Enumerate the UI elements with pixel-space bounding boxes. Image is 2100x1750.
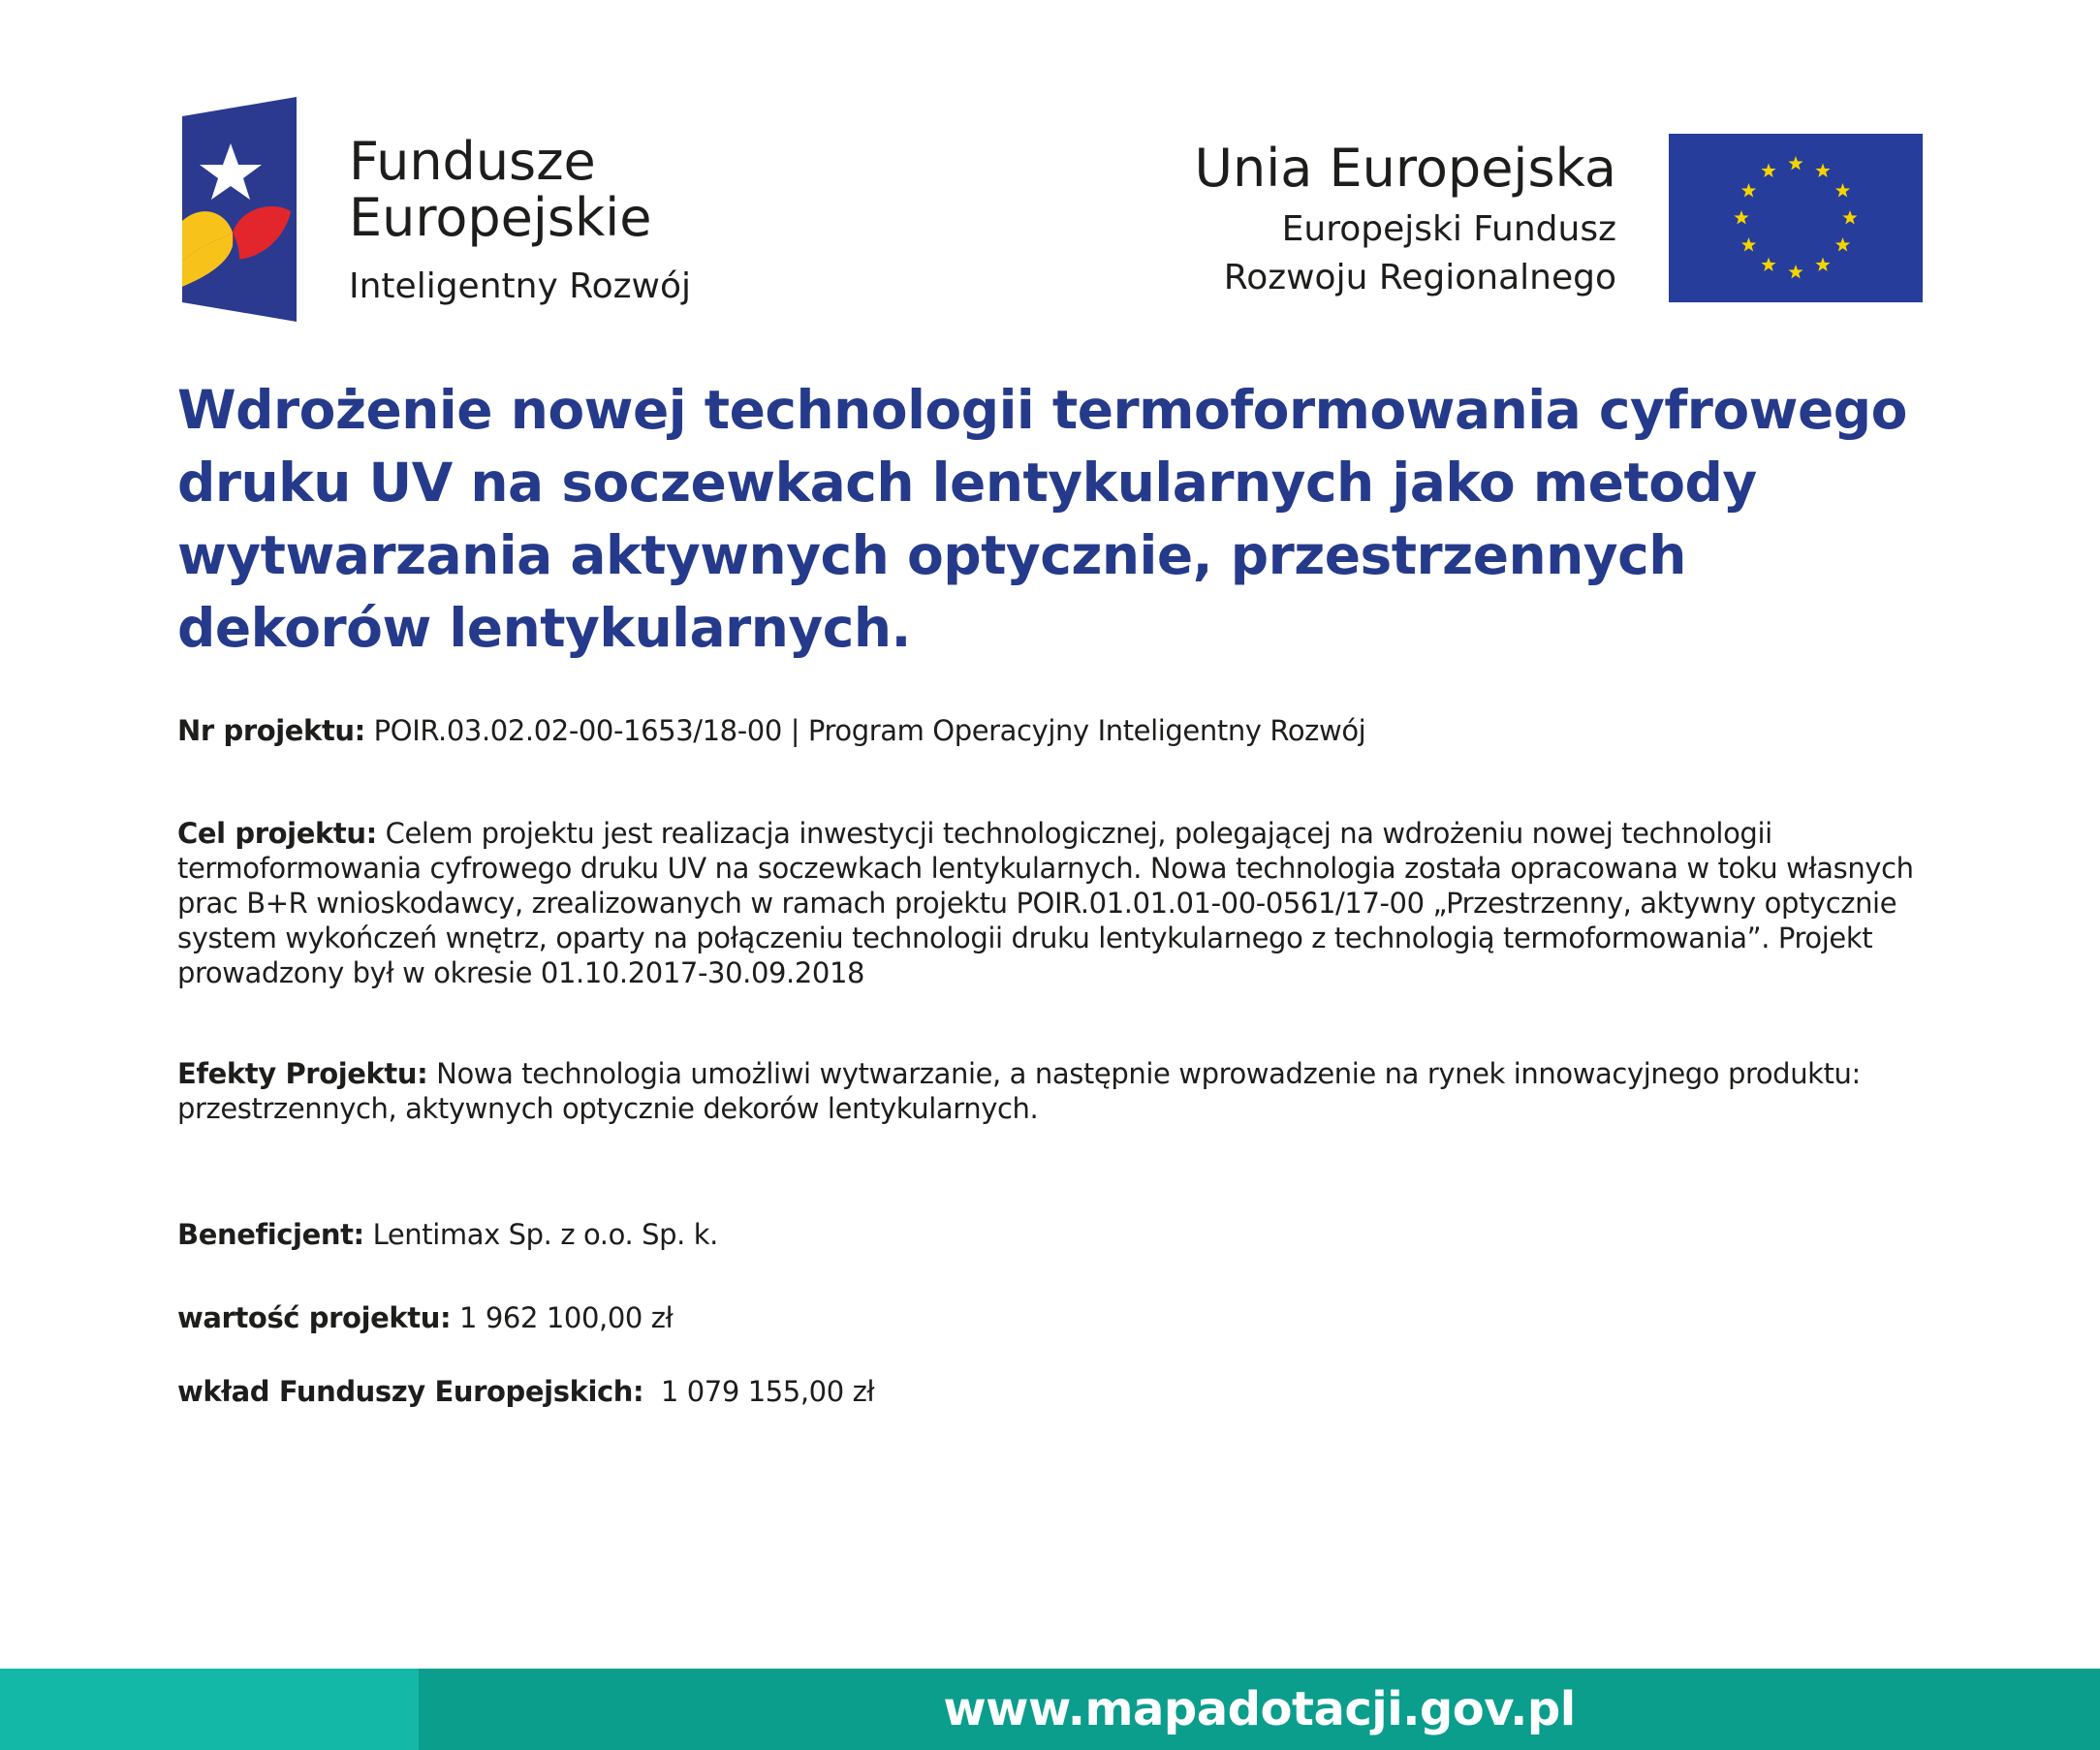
fe-logo-subtitle: Inteligentny Rozwój <box>349 266 691 306</box>
footer-website-link[interactable]: www.mapadotacji.gov.pl <box>943 1682 1576 1736</box>
project-goal-value: Celem projektu jest realizacja inwestycji technologicznej, polegającej na wdrożeniu nowej technologii termoformowania cyfrowego druku UV na soczewkach lentykularnych. Nowa technologia została opracowana w toku własnych prac B+R wnioskodawcy, zrealizowanych w ramach projektu POIR.01.01.01-00-0561/17-00 „Przestrzenny, aktywny optycznie system wykończeń wnętrz, oparty na połączeniu technologii druku lentykularnego z technologią termoformowania”. Projekt prowadzony był w okresie 01.10.2017-30.09.2018 <box>177 817 1914 989</box>
eu-funds-contribution-amount: 1 079 155,00 zł <box>643 1375 875 1408</box>
project-title <box>177 374 1941 665</box>
beneficiary-label: Beneficjent: <box>177 1218 364 1251</box>
eu-logo-line1: Europejski Fundusz <box>1281 209 1616 249</box>
project-goal <box>177 816 1922 990</box>
project-value-amount: 1 962 100,00 zł <box>451 1301 674 1334</box>
project-number-label: Nr projektu: <box>177 714 365 747</box>
project-value <box>177 1300 1922 1335</box>
unia-europejska-logo <box>1050 134 1923 302</box>
fundusze-europejskie-flag-icon <box>182 97 297 322</box>
fe-logo-line1: Fundusze <box>349 131 596 192</box>
project-title-line4: dekorów lentykularnych. <box>177 597 911 659</box>
fe-logo-line2: Europejskie <box>349 187 652 248</box>
project-title-line3: wytwarzania aktywnych optycznie, przestrzennych <box>177 524 1686 586</box>
eu-funds-contribution-label: wkład Funduszy Europejskich: <box>177 1375 644 1408</box>
project-value-label: wartość projektu: <box>177 1301 452 1334</box>
eu-flag-icon <box>1669 134 1923 302</box>
project-number <box>177 713 1922 748</box>
project-goal-label: Cel projektu: <box>177 817 377 850</box>
footer-bar <box>0 1669 2100 1750</box>
eu-logo-line2: Rozwoju Regionalnego <box>1223 258 1616 297</box>
fundusze-europejskie-logo <box>182 97 725 322</box>
beneficiary-value: Lentimax Sp. z o.o. Sp. k. <box>363 1218 718 1251</box>
eu-funds-contribution <box>177 1374 1922 1409</box>
eu-logo-title: Unia Europejska <box>1194 138 1616 199</box>
project-effects-value: Nowa technologia umożliwi wytwarzanie, a następnie wprowadzenie na rynek innowacyjnego produktu: przestrzennych, aktywnych optycznie dekorów lentykularnych. <box>177 1057 1861 1125</box>
project-title-line1: Wdrożenie nowej technologii termoformowania cyfrowego <box>177 379 1907 441</box>
project-effects-label: Efekty Projektu: <box>177 1057 428 1090</box>
project-number-value: POIR.03.02.02-00-1653/18-00 | Program Operacyjny Inteligentny Rozwój <box>364 714 1366 747</box>
footer-accent <box>0 1669 419 1750</box>
project-effects <box>177 1056 1922 1126</box>
project-title-line2: druku UV na soczewkach lentykularnych jako metody <box>177 452 1757 514</box>
beneficiary <box>177 1217 1922 1252</box>
